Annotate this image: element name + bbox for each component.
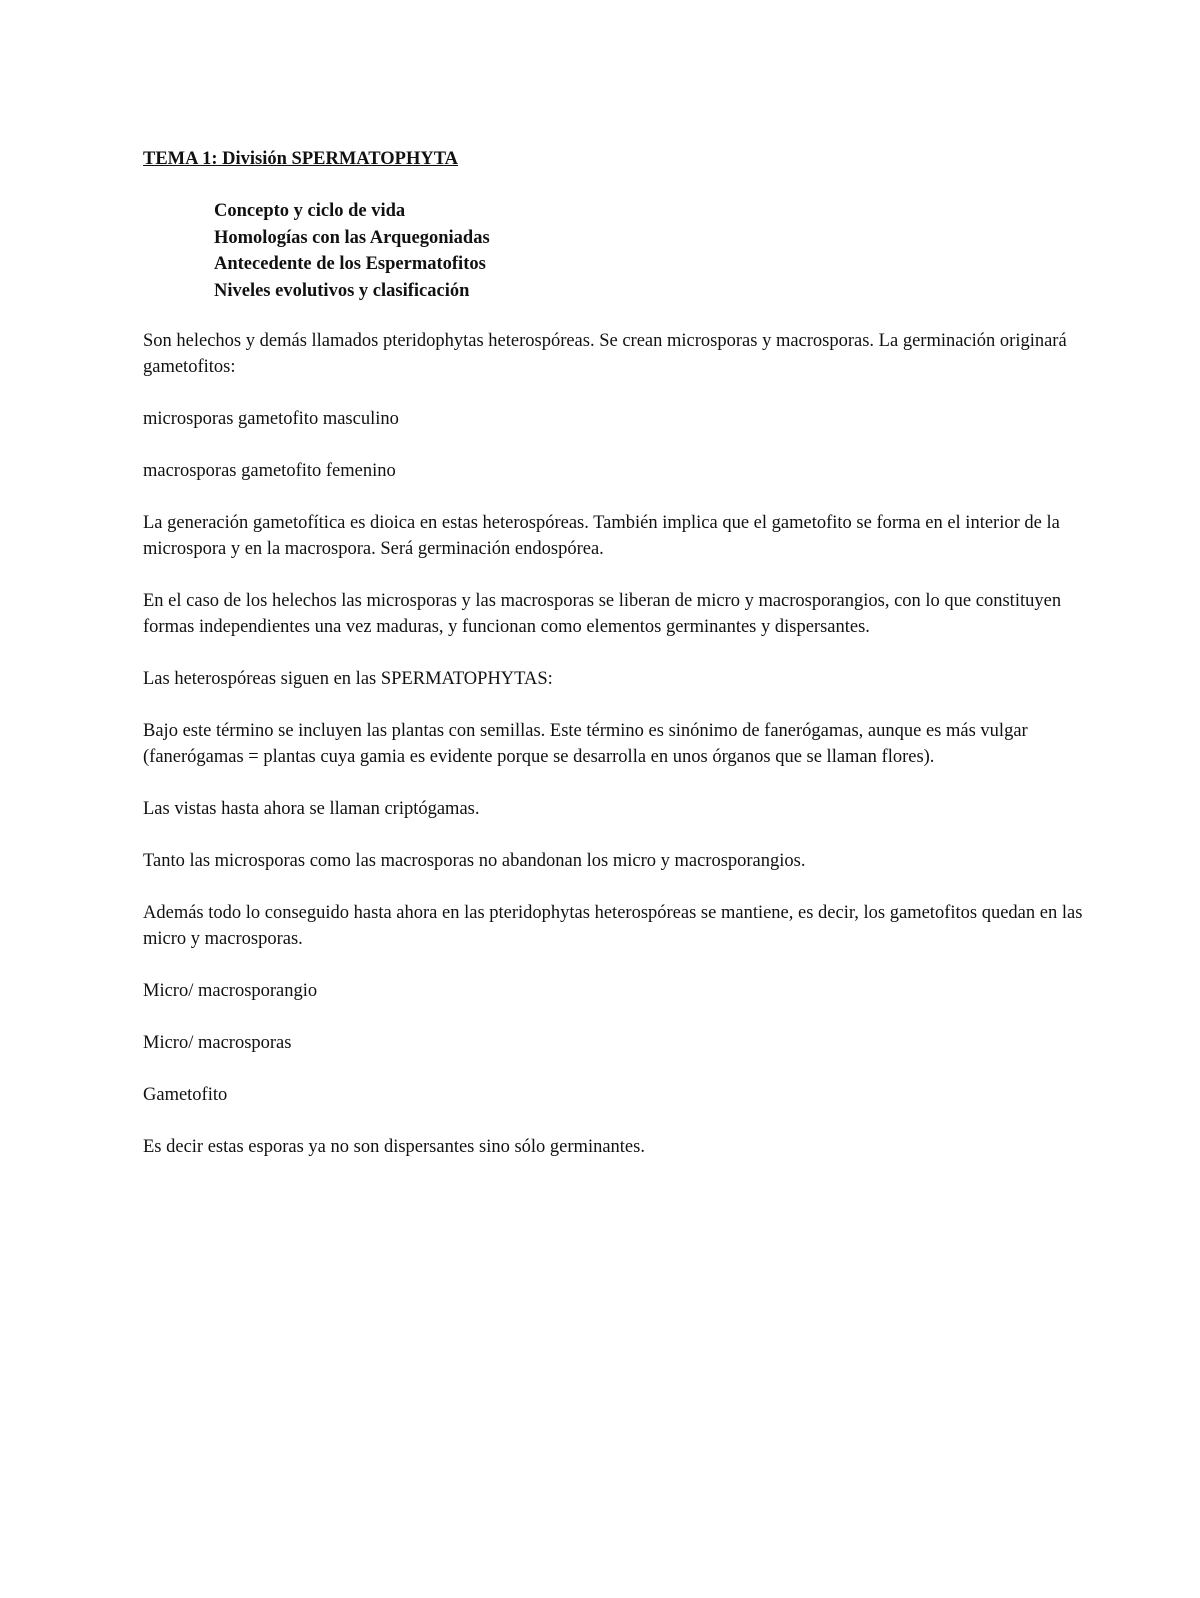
topic-item: Homologías con las Arquegoniadas xyxy=(214,227,490,248)
topic-list xyxy=(143,198,1093,304)
paragraph-macrosporangio: Micro/ macrosporangio xyxy=(143,981,318,1001)
topic-item: Concepto y ciclo de vida xyxy=(214,201,406,221)
paragraph-semillas: Bajo este término se incluyen las plantas con semillas. Este término es sinónimo de fanerógamas, aunque es más vulgar (fanerógamas = plantas cuya gamia es evidente porque se desarrolla en unos órganos que se llaman flores). xyxy=(143,721,1028,767)
document-body xyxy=(143,146,1093,1160)
topic-item: Antecedente de los Espermatofitos xyxy=(214,254,486,274)
paragraph-mantiene: Además todo lo conseguido hasta ahora en las pteridophytas heterospóreas se mantiene, es decir, los gametofitos quedan en las micro y macrosporas. xyxy=(143,903,1083,949)
document-title: TEMA 1: División SPERMATOPHYTA xyxy=(143,149,459,169)
paragraph-conclusion: Es decir estas esporas ya no son dispersantes sino sólo germinantes. xyxy=(143,1137,645,1157)
paragraph-abandono: Tanto las microsporas como las macrosporas no abandonan los micro y macrosporangios. xyxy=(143,851,806,871)
paragraph-helechos: En el caso de los helechos las microsporas y las macrosporas se liberan de micro y macrosporangios, con lo que constituyen formas independientes una vez maduras, y funcionan como elementos germinantes y dispersantes. xyxy=(143,591,1062,637)
paragraph-generacion: La generación gametofítica es dioica en estas heterospóreas. También implica que el gametofito se forma en el interior de la microspora y en la macrospora. Será germinación endospórea. xyxy=(143,513,1060,559)
paragraph-criptogamas: Las vistas hasta ahora se llaman criptógamas. xyxy=(143,799,480,819)
paragraph-heterosporeas: Las heterospóreas siguen en las SPERMATOPHYTAS: xyxy=(143,669,553,689)
topic-item: Niveles evolutivos y clasificación xyxy=(214,280,470,301)
paragraph-macrosporas: macrosporas gametofito femenino xyxy=(143,461,396,481)
paragraph-macrosporas-list: Micro/ macrosporas xyxy=(143,1033,292,1053)
paragraph-microsporas: microsporas gametofito masculino xyxy=(143,409,399,429)
paragraph-gametofito: Gametofito xyxy=(143,1085,228,1105)
paragraph-intro: Son helechos y demás llamados pteridophytas heterospóreas. Se crean microsporas y macrosporas. La germinación originará gametofitos: xyxy=(143,331,1067,377)
